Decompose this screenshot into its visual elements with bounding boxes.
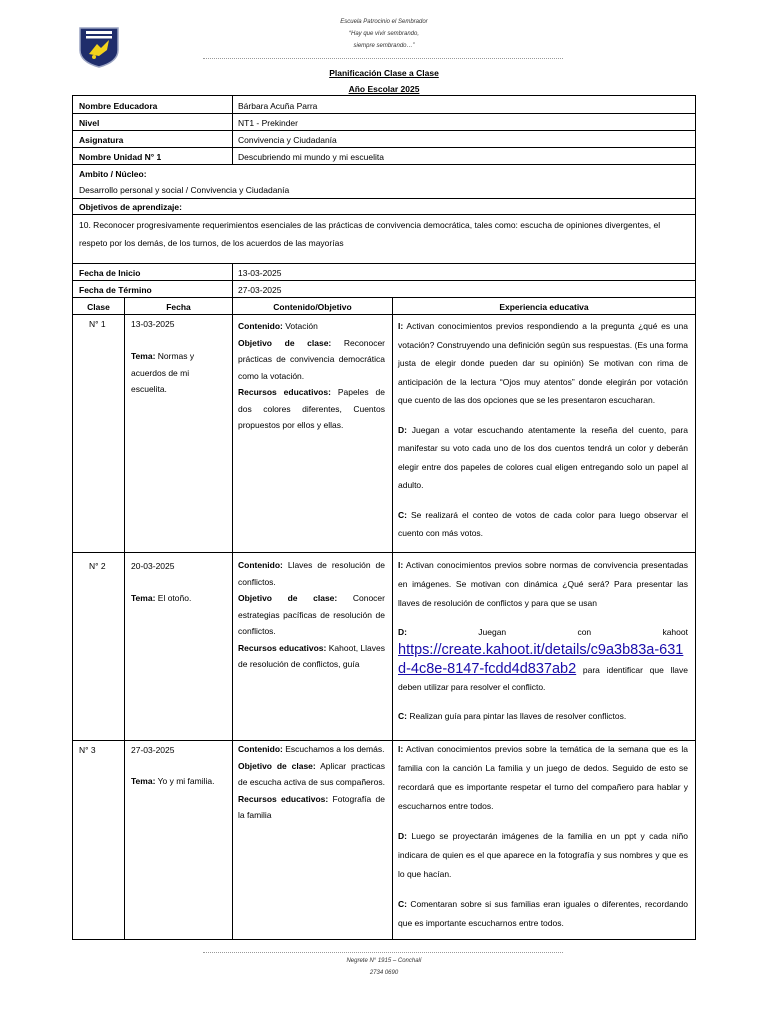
row-divider: [72, 297, 696, 298]
header-divider: [203, 58, 563, 59]
footer-phone: 2734 0690: [369, 970, 399, 976]
col-divider: [232, 96, 233, 164]
unidad-value: Descubriendo mi mundo y mi escuelita: [238, 152, 384, 162]
nivel-label: Nivel: [79, 118, 100, 128]
clase-number: N° 2: [89, 561, 106, 571]
educadora-label: Nombre Educadora: [79, 101, 158, 111]
termino-value: 27-03-2025: [238, 285, 282, 295]
asignatura-label: Asignatura: [79, 135, 124, 145]
clase-number: N° 1: [89, 319, 106, 329]
clase-tema: Tema: El otoño.: [131, 593, 192, 603]
row-divider: [72, 164, 696, 165]
experiencia-educativa: I: Activan conocimientos previos sobre normas de convivencia presentadas en imágenes. Se motivan con dinámica ¿Qué será? Para presentar las llaves de resolución de conflictos y para que se usan D: Juegan con kahoot https://create.kahoot.it/details/c9a3b83a-631d-4c8e-8147-fcdd4d837ab2 para identificar que llave deben utilizar para resolver el conflicto. C: Realizan guía para pintar las llaves de resolver conflictos.: [398, 560, 688, 721]
objetivos-value: 10. Reconocer progresivamente requerimientos esenciales de las prácticas de convivencia democrática, tales como: escucha de opiniones divergentes, el respeto por los demás, de los turnos, de los acuerdos de las mayorías: [79, 220, 661, 248]
clase-contenido-objetivo: Contenido: Escuchamos a los demás. Objetivo de clase: Aplicar practicas de escucha activa de sus compañeros. Recursos educativos: Fotografía de la familia: [238, 744, 385, 820]
unidad-label: Nombre Unidad N° 1: [79, 152, 162, 162]
ambito-label: Ambito / Núcleo:: [79, 169, 147, 179]
school-year: Año Escolar 2025: [348, 84, 420, 94]
clase-fecha: 13-03-2025: [131, 319, 175, 329]
experiencia-educativa: I: Activan conocimientos previos respondiendo a la pregunta ¿qué es una votación? Construyendo una definición según sus respuestas. (Es una forma justa de elegir donde pueden dar su opinión) Se motivan con rima de anticipación de la lectura “Ojos muy atentos” donde elegirán por votación que cuento de las dos opciones que se les presentaron escucharan. D: Juegan a votar escuchando atentamente la reseña del cuento, para manifestar su voto cada uno de los dos cuentos tendrá un color y deberán elegir entre dos papeles de colores cual eligen entregando solo un papel al adulto. C: Se realizará el conteo de votos de cada color para luego observar el cuento con más votos.: [398, 321, 688, 538]
school-name: Escuela Patrocinio el Sembrador: [340, 19, 428, 25]
footer-divider: [203, 952, 563, 953]
col-divider: [232, 264, 233, 297]
row-divider: [72, 147, 696, 148]
clase-tema: Tema: Yo y mi familia.: [131, 776, 215, 786]
clase-tema: Tema: Normas y acuerdos de mi escuelita.: [131, 351, 195, 394]
col-divider: [232, 298, 233, 940]
row-divider: [72, 214, 696, 215]
row-divider: [72, 280, 696, 281]
row-divider: [72, 314, 696, 315]
row-divider: [72, 130, 696, 131]
inicio-value: 13-03-2025: [238, 268, 282, 278]
termino-label: Fecha de Término: [79, 285, 152, 295]
educadora-value: Bárbara Acuña Parra: [238, 101, 318, 111]
inicio-label: Fecha de Inicio: [79, 268, 141, 278]
row-divider: [72, 198, 696, 199]
page-title: Planificación Clase a Clase: [329, 68, 439, 78]
row-divider: [72, 113, 696, 114]
motto-line-2: siempre sembrando…”: [353, 43, 415, 49]
col-divider: [124, 298, 125, 940]
footer-address: Negrete N° 1915 – Conchalí: [346, 958, 422, 964]
experiencia-educativa: I: Activan conocimientos previos sobre la temática de la semana que es la familia con la canción La familia y un juego de dedos. Seguido de esto se recordará que es importante respetar el turno del compañero para hablar y escucharnos entre todos. D: Luego se proyectarán imágenes de la familia en un ppt y cada niño indicara de quien es el que aparece en la fotografía y sus nombres y que es lo que hacían. C: Comentaran sobre si sus familias eran iguales o diferentes, recordando que es importante escucharnos entre todos.: [398, 744, 688, 928]
column-header-clase: Clase: [87, 302, 110, 312]
ambito-value: Desarrollo personal y social / Convivencia y Ciudadanía: [79, 185, 290, 195]
column-header-contenido: Contenido/Objetivo: [273, 302, 352, 312]
clase-fecha: 20-03-2025: [131, 561, 175, 571]
objetivos-label: Objetivos de aprendizaje:: [79, 202, 182, 212]
clase-number: N° 3: [79, 745, 96, 755]
nivel-value: NT1 - Prekinder: [238, 118, 298, 128]
col-divider: [392, 298, 393, 940]
row-divider: [72, 263, 696, 264]
column-header-fecha: Fecha: [166, 302, 191, 312]
motto-line-1: “Hay que vivir sembrando,: [348, 31, 420, 37]
column-header-experiencia: Experiencia educativa: [499, 302, 589, 312]
clase-contenido-objetivo: Contenido: Votación Objetivo de clase: Reconocer prácticas de convivencia democrática como la votación. Recursos educativos: Papeles de dos colores diferentes, Cuentos propuestos por ellos y ellas.: [238, 321, 385, 430]
kahoot-link[interactable]: https://create.kahoot.it/details/c9a3b83a-631d-4c8e-8147-fcdd4d837ab2: [398, 642, 684, 677]
asignatura-value: Convivencia y Ciudadanía: [238, 135, 337, 145]
clase-contenido-objetivo: Contenido: Llaves de resolución de conflictos. Objetivo de clase: Conocer estrategias pacíficas de resolución de conflictos. Recursos educativos: Kahoot, Llaves de resolución de conflictos, guía: [238, 560, 385, 669]
clase-fecha: 27-03-2025: [131, 745, 175, 755]
